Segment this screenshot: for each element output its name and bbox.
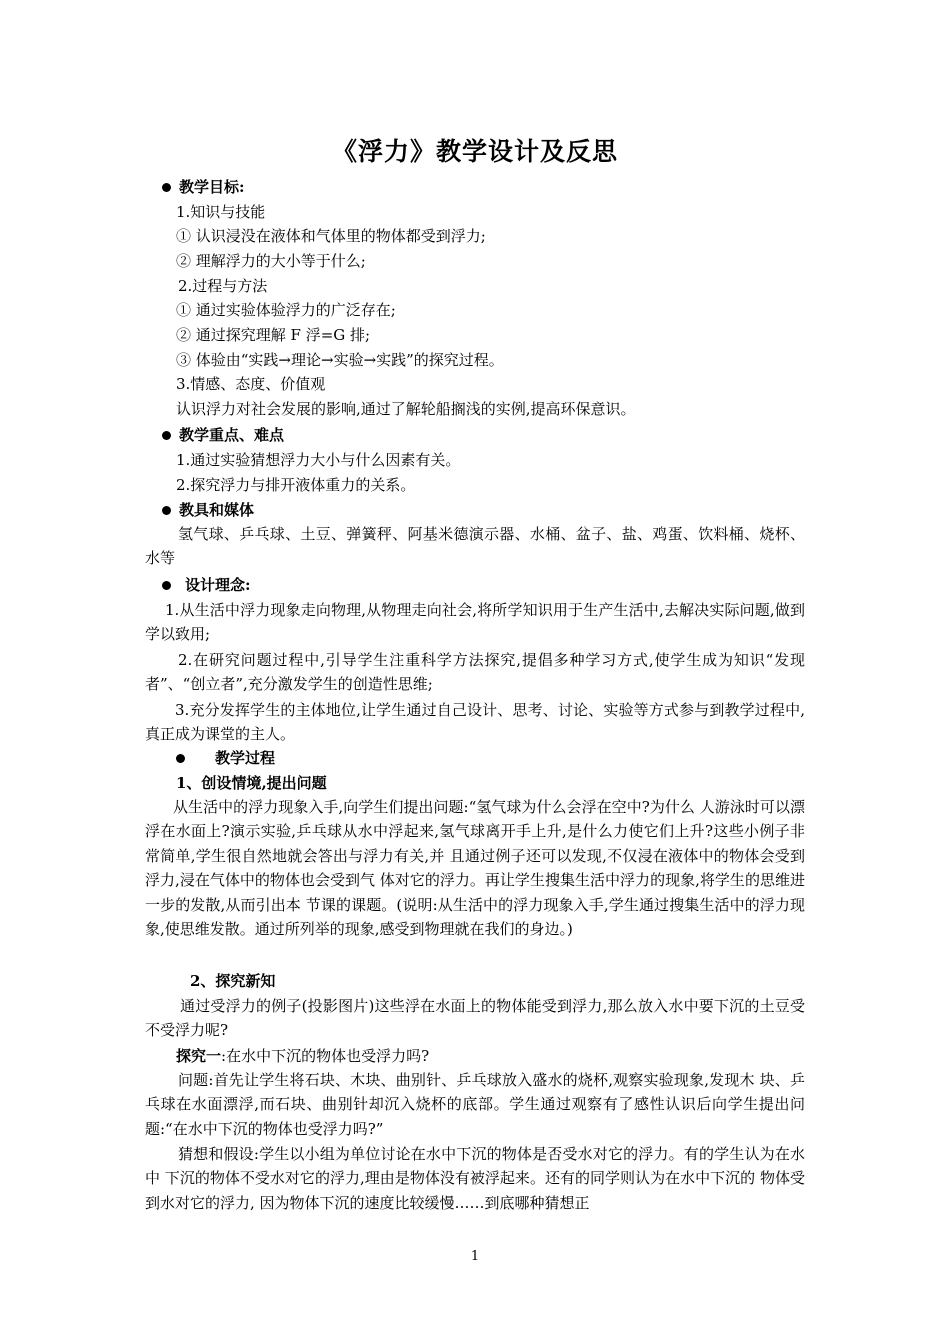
bullet-icon bbox=[176, 754, 185, 763]
concept-paragraph: 2.在研究问题过程中,引导学生注重科学方法探究,提倡多种学习方式,使学生成为知识“发现者”、“创立者”,充分激发学生的创造性思维; bbox=[145, 651, 805, 694]
goals-sub3-title: 3.情感、态度、价值观 bbox=[176, 375, 326, 393]
keypoints-heading bbox=[162, 425, 284, 445]
bullet-icon bbox=[162, 431, 171, 440]
page-title: 《浮力》教学设计及反思 bbox=[331, 137, 618, 166]
explore1-label: 探究一 bbox=[176, 1047, 222, 1065]
keypoints-item: 2.探究浮力与排开液体重力的关系。 bbox=[176, 476, 416, 494]
goals-sub3-text: 认识浮力对社会发展的影响,通过了解轮船搁浅的实例,提高环保意识。 bbox=[176, 400, 636, 418]
explore1-text: :在水中下沉的物体也受浮力吗? bbox=[221, 1047, 430, 1065]
bullet-icon bbox=[162, 581, 171, 590]
goals-sub1-item: ① 认识浸没在液体和气体里的物体都受到浮力; bbox=[176, 227, 486, 245]
page-number: 1 bbox=[470, 1249, 480, 1264]
keypoints-item: 1.通过实验猜想浮力大小与什么因素有关。 bbox=[176, 451, 461, 469]
goals-sub1-title: 1.知识与技能 bbox=[176, 203, 266, 221]
step1-paragraph: 从生活中的浮力现象入手,向学生们提出问题:“氢气球为什么会浮在空中?为什么 人游泳时可以漂浮在水面上?演示实验,乒乓球从水中浮起来,氢气球离开手上升,是什么力使它们上升?这些小例子非常简单,学生很自然地就会答出与浮力有关,并 且通过例子还可以发现,不仅浸在液体中的物体会受到浮力,浸在气体中的物体也会受到气 体对它的浮力。再让学生搜集生活中浮力的现象,将学生的思维进一步的发散,从而引出本 节课的课题。(说明:从生活中的浮力现象入手,学生通过搜集生活中的浮力现象,使思维发散。通过所列举的现象,感受到物理就在我们的身边。) bbox=[145, 798, 805, 939]
step2-paragraph: 通过受浮力的例子(投影图片)这些浮在水面上的物体能受到浮力,那么放入水中要下沉的土豆受不受浮力呢? bbox=[145, 997, 805, 1040]
tools-text: 氢气球、乒乓球、土豆、弹簧秤、阿基米德演示器、水桶、盆子、盐、鸡蛋、饮料桶、烧杯、水等 bbox=[145, 525, 805, 568]
goals-sub2-item: ② 通过探究理解 F 浮=G 排; bbox=[176, 326, 371, 344]
step2-title: 2、探究新知 bbox=[190, 972, 276, 990]
process-heading-text: 教学过程 bbox=[215, 749, 276, 767]
goals-heading-text: 教学目标: bbox=[179, 178, 245, 196]
explore1-line bbox=[176, 1046, 429, 1066]
concept-paragraph: 1.从生活中浮力现象走向物理,从物理走向社会,将所学知识用于生产生活中,去解决实际问题,做到学以致用; bbox=[145, 601, 805, 644]
bullet-icon bbox=[162, 506, 171, 515]
hypothesis-paragraph: 猜想和假设:学生以小组为单位讨论在水中下沉的物体是否受水对它的浮力。有的学生认为在水中 下沉的物体不受水对它的浮力,理由是物体没有被浮起来。还有的同学则认为在水中下沉的 物体受到水对它的浮力, 因为物体下沉的速度比较缓慢……到底哪种猜想正 bbox=[145, 1145, 805, 1212]
concept-paragraph: 3.充分发挥学生的主体地位,让学生通过自己设计、思考、讨论、实验等方式参与到教学过程中,真正成为课堂的主人。 bbox=[145, 701, 805, 744]
bullet-icon bbox=[162, 183, 171, 192]
tools-heading-text: 教具和媒体 bbox=[179, 501, 255, 519]
concept-heading-text: 设计理念: bbox=[185, 576, 251, 594]
goals-heading bbox=[162, 177, 245, 197]
goals-sub2-title: 2.过程与方法 bbox=[178, 277, 268, 295]
goals-sub2-item: ① 通过实验体验浮力的广泛存在; bbox=[176, 301, 396, 319]
step1-title: 1、创设情境,提出问题 bbox=[176, 774, 327, 792]
goals-sub1-item: ② 理解浮力的大小等于什么; bbox=[176, 252, 366, 270]
question-paragraph: 问题:首先让学生将石块、木块、曲别针、乒乓球放入盛水的烧杯,观察实验现象,发现木 块、乒乓球在水面漂浮,而石块、曲别针却沉入烧杯的底部。学生通过观察有了感性认识后向学生提出问题:“在水中下沉的物体也受浮力吗?” bbox=[145, 1071, 805, 1138]
tools-heading bbox=[162, 500, 254, 520]
goals-sub2-item: ③ 体验由“实践→理论→实验→实践”的探究过程。 bbox=[176, 351, 504, 369]
keypoints-heading-text: 教学重点、难点 bbox=[179, 426, 285, 444]
process-heading bbox=[176, 748, 275, 768]
concept-heading bbox=[162, 575, 251, 595]
